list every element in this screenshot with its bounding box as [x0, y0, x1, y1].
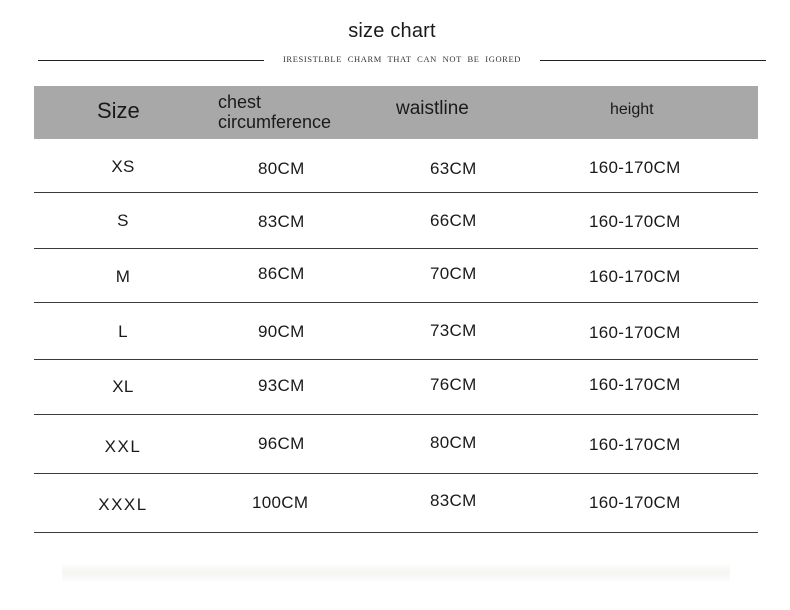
cell-chest: 83CM	[258, 212, 305, 231]
subtitle-row	[38, 53, 766, 67]
header-waistline: waistline	[396, 98, 469, 119]
cell-chest: 80CM	[258, 159, 305, 178]
header-size: Size	[97, 98, 140, 123]
cell-chest: 93CM	[258, 376, 305, 395]
cell-waist: 73CM	[430, 321, 477, 340]
header-chest-line2: circumference	[218, 112, 332, 132]
table-row	[34, 474, 758, 533]
cell-chest: 100CM	[252, 493, 309, 512]
divider-right	[540, 60, 766, 61]
cell-chest: 96CM	[258, 434, 305, 453]
header-chest	[218, 92, 331, 132]
cell-height: 160-170CM	[589, 435, 681, 454]
page-title: size chart	[348, 20, 436, 42]
cell-size: XXL	[104, 437, 142, 456]
faded-background-strip	[62, 563, 730, 583]
cell-waist: 76CM	[430, 375, 477, 394]
cell-size: M	[115, 267, 131, 286]
header-chest-line1: chest	[218, 92, 262, 112]
size-table	[34, 86, 758, 533]
cell-height: 160-170CM	[589, 375, 681, 394]
cell-size: S	[117, 211, 129, 230]
cell-chest: 86CM	[258, 264, 305, 283]
cell-size: XS	[111, 157, 135, 176]
header-height: height	[610, 101, 654, 118]
subtitle: IRESISTLBLE CHARM THAT CAN NOT BE IGORED	[283, 54, 521, 64]
cell-height: 160-170CM	[589, 267, 681, 286]
cell-height: 160-170CM	[589, 493, 681, 512]
cell-size: XXXL	[98, 495, 148, 514]
cell-waist: 66CM	[430, 211, 477, 230]
table-row	[34, 139, 758, 193]
table-header	[34, 86, 758, 139]
cell-size: L	[118, 322, 128, 341]
table-row	[34, 360, 758, 415]
cell-height: 160-170CM	[589, 323, 681, 342]
cell-waist: 80CM	[430, 433, 477, 452]
table-row	[34, 415, 758, 474]
cell-chest: 90CM	[258, 322, 305, 341]
cell-waist: 63CM	[430, 159, 477, 178]
divider-left	[38, 60, 264, 61]
table-row	[34, 193, 758, 249]
table-row	[34, 303, 758, 360]
cell-height: 160-170CM	[589, 212, 681, 231]
cell-height: 160-170CM	[589, 158, 681, 177]
cell-waist: 70CM	[430, 264, 477, 283]
cell-waist: 83CM	[430, 491, 477, 510]
cell-size: XL	[112, 377, 134, 396]
table-row	[34, 249, 758, 303]
